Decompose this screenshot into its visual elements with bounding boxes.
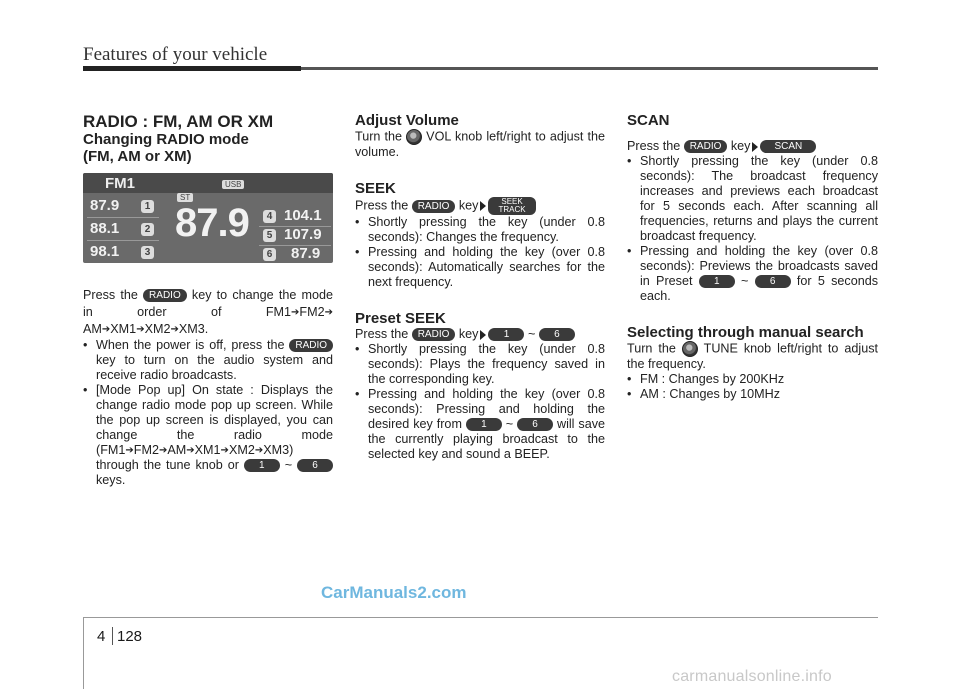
text: ~ <box>741 274 749 288</box>
text: When the power is off, press the <box>96 338 285 352</box>
text: Pressing and holding the key (over 0.8 seconds): Pressing and holding the desired key from <box>368 387 605 431</box>
display-preset-freq: 88.1 <box>90 220 120 237</box>
paragraph-change-mode <box>83 287 333 338</box>
subheading-changing-mode-line1: Changing RADIO mode <box>83 131 249 148</box>
text: Press the <box>355 327 409 341</box>
paragraph-volume <box>355 129 605 160</box>
display-preset-num: 3 <box>141 246 154 259</box>
header-rule-accent <box>83 66 301 71</box>
display-divider <box>87 217 159 218</box>
text: XM3. <box>178 322 209 336</box>
text: key <box>458 198 479 213</box>
preset-1-key-icon: 1 <box>488 328 524 341</box>
arrow-right-icon: ➔ <box>136 324 145 335</box>
radio-key-icon: RADIO <box>412 328 456 341</box>
display-stereo-badge: ST <box>177 193 193 202</box>
text: Press the <box>627 139 681 153</box>
text: FM2 <box>133 443 159 457</box>
display-preset-num: 6 <box>263 248 276 261</box>
display-usb-badge: USB <box>222 180 244 189</box>
list-item <box>83 338 333 383</box>
watermark: CarManuals2.com <box>321 583 467 602</box>
section-heading-manual-search: Selecting through manual search <box>627 324 864 341</box>
list-item: • AM : Changes by 10MHz <box>627 387 878 402</box>
arrow-right-icon: ➔ <box>220 445 229 456</box>
text: key to turn on the audio system and receive radio broadcasts. <box>96 353 333 382</box>
display-divider <box>87 240 159 241</box>
radio-key-icon: RADIO <box>143 289 187 302</box>
radio-key-icon: RADIO <box>684 140 728 153</box>
preset-6-key-icon: 6 <box>755 275 791 288</box>
display-preset-freq: 107.9 <box>284 226 322 243</box>
text: AM <box>83 322 102 336</box>
display-preset-num: 4 <box>263 210 276 223</box>
text: ~ <box>505 417 514 431</box>
paragraph-seek-press <box>355 197 605 215</box>
vol-knob-icon <box>406 129 422 145</box>
list-item: • Shortly pressing the key (under 0.8 seconds): Plays the frequency saved in the corresponding key. <box>355 342 605 387</box>
arrow-right-icon: ➔ <box>158 445 168 456</box>
arrow-right-icon: ➔ <box>101 324 111 335</box>
text: FM2 <box>299 305 325 319</box>
section-number: 4 <box>97 628 106 645</box>
text: SEEK <box>501 197 523 206</box>
page-header-title: Features of your vehicle <box>83 44 268 65</box>
triangle-right-icon <box>480 330 486 340</box>
display-preset-freq: 98.1 <box>90 243 120 260</box>
display-preset-freq: 87.9 <box>90 197 120 214</box>
radio-display-image <box>83 173 333 263</box>
display-preset-freq: 104.1 <box>284 207 322 224</box>
text: Press the <box>355 198 409 213</box>
preset-6-key-icon: 6 <box>517 418 553 431</box>
radio-key-icon: RADIO <box>289 339 333 352</box>
section-heading-seek: SEEK <box>355 180 396 197</box>
triangle-right-icon <box>480 201 486 211</box>
seek-track-key-icon <box>488 197 535 215</box>
site-watermark: carmanualsonline.info <box>672 668 832 685</box>
paragraph-tune <box>627 341 878 372</box>
display-preset-num: 5 <box>263 229 276 242</box>
text: XM1 <box>194 443 221 457</box>
text: key to change the mode in order of FM1 <box>83 288 333 319</box>
preset-1-key-icon: 1 <box>466 418 502 431</box>
arrow-right-icon: ➔ <box>125 445 134 456</box>
list-item <box>627 244 878 304</box>
section-heading-radio: RADIO : FM, AM OR XM <box>83 112 274 131</box>
list-item: • Shortly pressing the key (under 0.8 seconds): The broadcast frequency increases and previews each broadcast for 5 seconds each. After scanning all frequencies, returns and plays the current broadcast frequency. <box>627 154 878 244</box>
subheading-changing-mode-line2: (FM, AM or XM) <box>83 148 192 165</box>
text: Turn the <box>627 341 676 356</box>
text: for 5 seconds each. <box>640 274 879 303</box>
text: TUNE knob left/right to adjust the frequency. <box>627 341 878 371</box>
arrow-right-icon: ➔ <box>170 324 179 335</box>
text: TRACK <box>498 205 526 214</box>
arrow-right-icon: ➔ <box>324 307 333 318</box>
text: ~ <box>527 327 536 341</box>
radio-key-icon: RADIO <box>412 200 456 213</box>
column-radio-mode-body <box>83 287 333 488</box>
section-heading-scan: SCAN <box>627 112 670 129</box>
text: ~ <box>284 458 293 472</box>
display-frequency: 87.9 <box>175 201 249 245</box>
text: AM <box>167 443 187 457</box>
list-item: • Shortly pressing the key (under 0.8 seconds): Changes the frequency. <box>355 215 605 245</box>
text: Press the <box>83 288 138 302</box>
text: VOL knob left/right to adjust the volume. <box>355 129 606 159</box>
arrow-right-icon: ➔ <box>291 307 300 318</box>
display-preset-num: 2 <box>141 223 154 236</box>
text: XM2 <box>228 443 255 457</box>
text: key <box>458 327 479 341</box>
text: keys. <box>96 473 126 487</box>
paragraph-preset-press <box>355 327 605 342</box>
list-item <box>83 383 333 488</box>
list-item: • FM : Changes by 200KHz <box>627 372 878 387</box>
triangle-right-icon <box>752 142 758 152</box>
tune-knob-icon <box>682 341 698 357</box>
preset-1-key-icon: 1 <box>244 459 280 472</box>
display-preset-num: 1 <box>141 200 154 213</box>
scan-key-icon: SCAN <box>760 140 816 153</box>
preset-6-key-icon: 6 <box>539 328 575 341</box>
text: XM2 <box>144 322 171 336</box>
text: Pressing and holding the key (over 0.8 seconds): Previews the broadcasts saved in Preset <box>640 244 878 288</box>
text: XM1 <box>110 322 137 336</box>
text: Turn the <box>355 129 403 144</box>
preset-6-key-icon: 6 <box>297 459 333 472</box>
list-item <box>355 387 605 462</box>
arrow-right-icon: ➔ <box>254 445 264 456</box>
list-item: • Pressing and holding the key (over 0.8 seconds): Automatically searches for the next frequency. <box>355 245 605 290</box>
display-preset-freq: 87.9 <box>291 245 321 262</box>
column-scan <box>627 112 878 402</box>
section-heading-volume: Adjust Volume <box>355 112 459 129</box>
arrow-right-icon: ➔ <box>186 445 195 456</box>
page-number: 128 <box>117 628 143 645</box>
column-volume-seek <box>355 112 605 462</box>
text: will save the currently playing broadcast to the selected key and sound a BEEP. <box>368 417 605 461</box>
text: [Mode Pop up] On state : Displays the change radio mode pop up screen. While the pop up screen is displayed, you can change the radio mode (FM1 <box>96 383 333 457</box>
text: key <box>730 139 751 153</box>
footer-vertical-rule <box>83 618 84 689</box>
column-radio-mode <box>83 112 333 165</box>
paragraph-scan-press <box>627 139 878 154</box>
preset-1-key-icon: 1 <box>699 275 735 288</box>
page-number-separator <box>112 627 113 645</box>
footer-rule <box>83 617 878 618</box>
display-band: FM1 <box>105 175 135 192</box>
section-heading-preset-seek: Preset SEEK <box>355 310 446 327</box>
text: XM3) through the tune knob or <box>96 443 294 472</box>
